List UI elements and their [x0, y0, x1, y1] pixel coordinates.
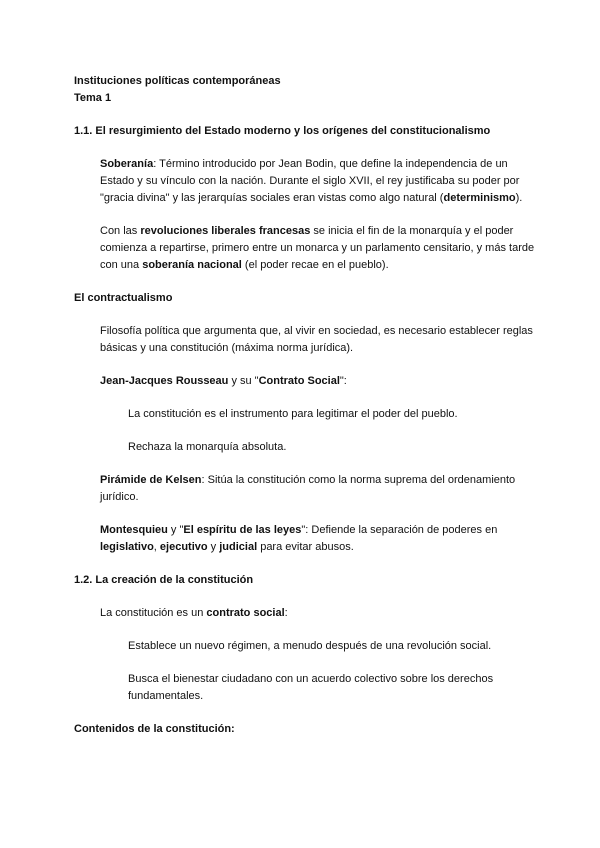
paragraph-soberania	[100, 156, 540, 207]
term-contrato-social: contrato social	[206, 607, 285, 619]
topic-label: Tema 1	[74, 92, 112, 104]
term-determinismo: determinismo	[443, 192, 516, 204]
text-fragment: (el poder recae en el pueblo).	[241, 259, 389, 271]
text-fragment: y "	[167, 524, 184, 536]
paragraph-rousseau	[100, 373, 540, 390]
paragraph-montesquieu	[100, 522, 540, 556]
text-fragment: ":	[339, 375, 347, 387]
text-fragment: : Sitúa la constitución como la norma suprema del ordenamiento jurídico.	[100, 474, 516, 503]
section-heading-contractualismo: El contractualismo	[74, 292, 173, 304]
text-fragment: ,	[153, 541, 160, 553]
paragraph-contractualismo-intro: Filosofía política que argumenta que, al vivir en sociedad, es necesario establecer reglas básicas y una constitución (máxima norma jurídica).	[100, 325, 533, 354]
paragraph-contrato-social	[100, 605, 540, 622]
term-soberania-nacional: soberanía nacional	[142, 259, 242, 271]
work-contrato-social: Contrato Social	[258, 375, 340, 387]
term-soberania: Soberanía	[100, 158, 154, 170]
text-fragment: ": Defiende la separación de poderes en	[301, 524, 498, 536]
term-ejecutivo: ejecutivo	[159, 541, 208, 553]
text-fragment: La constitución es un	[100, 607, 207, 619]
text-fragment: : Término introducido por Jean Bodin, que define la independencia de un Estado y su vínculo con la nación. Durante el siglo XVII, el rey justificaba su poder por "gracia divina" y las jerarquías sociales eran vistas como algo natural (	[100, 158, 520, 204]
section-heading-1-2: 1.2. La creación de la constitución	[74, 574, 254, 586]
text-fragment: y	[207, 541, 220, 553]
name-rousseau: Jean-Jacques Rousseau	[100, 375, 229, 387]
constitucion-point: Busca el bienestar ciudadano con un acuerdo colectivo sobre los derechos fundamentales.	[128, 673, 494, 702]
text-fragment: ).	[515, 192, 523, 204]
section-heading-contenidos: Contenidos de la constitución:	[74, 723, 235, 735]
rousseau-point: La constitución es el instrumento para legitimar el poder del pueblo.	[128, 408, 458, 420]
constitucion-point: Establece un nuevo régimen, a menudo después de una revolución social.	[128, 640, 492, 652]
term-judicial: judicial	[219, 541, 258, 553]
rousseau-point: Rechaza la monarquía absoluta.	[128, 441, 287, 453]
text-fragment: se inicia el fin de la monarquía y el poder comienza a repartirse, primero entre un monarca y un parlamento censitario, y más tarde con una	[100, 225, 535, 271]
work-espiritu-leyes: El espíritu de las leyes	[183, 524, 302, 536]
text-fragment: y su "	[228, 375, 259, 387]
term-legislativo: legislativo	[100, 541, 154, 553]
paragraph-revoluciones	[100, 223, 540, 274]
text-fragment: Con las	[100, 225, 141, 237]
paragraph-kelsen	[100, 472, 540, 506]
text-fragment: para evitar abusos.	[257, 541, 354, 553]
text-fragment: :	[284, 607, 288, 619]
term-revoluciones: revoluciones liberales francesas	[140, 225, 311, 237]
course-title: Instituciones políticas contemporáneas	[74, 75, 281, 87]
term-piramide-kelsen: Pirámide de Kelsen	[100, 474, 202, 486]
section-heading-1-1: 1.1. El resurgimiento del Estado moderno y los orígenes del constitucionalismo	[74, 125, 491, 137]
name-montesquieu: Montesquieu	[100, 524, 168, 536]
